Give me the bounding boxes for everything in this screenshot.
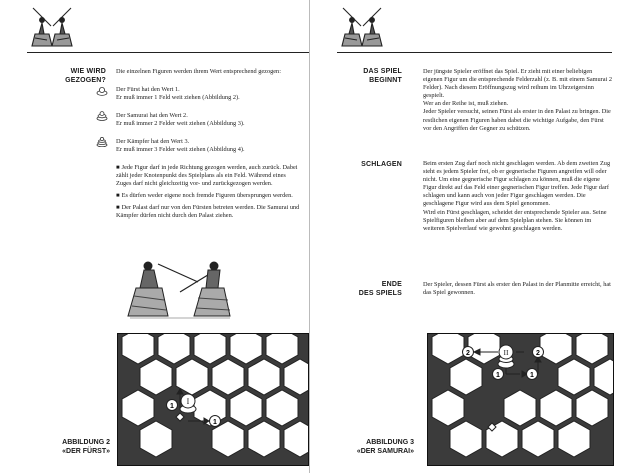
heading-line: DES SPIELS — [358, 290, 402, 297]
samurai-piece — [498, 345, 514, 368]
move-marker — [527, 369, 538, 380]
capturing-text — [423, 160, 613, 233]
prince-piece-icon — [96, 86, 108, 96]
heading-line: DAS SPIEL — [363, 68, 402, 75]
heading-line: GEZOGEN? — [65, 77, 106, 84]
heading-line: WIE WIRD — [70, 68, 106, 75]
game-end-text — [423, 281, 613, 297]
piece-line: Der Kämpfer hat den Wert 3. — [116, 138, 190, 145]
paragraph: Der jüngste Spieler eröffnet das Spiel. Er zieht mit einer beliebigen eigenen Figur um die entsprechende Felderzahl (z. B. mit einem Samurai 2 Felder). Nach diesem Eröffnungszug wird reihum im Uhrzeigersinn gespielt. — [423, 68, 613, 100]
prince-piece — [180, 394, 196, 413]
section-heading-capturing — [310, 160, 402, 169]
marker-label: 1 — [170, 403, 174, 410]
piece-line: Der Samurai hat den Wert 2. — [116, 112, 188, 119]
fighter-piece-icon — [96, 137, 108, 147]
piece-line: Er muß immer 2 Felder weit ziehen (Abbildung 3). — [116, 120, 245, 128]
hex-board — [428, 334, 613, 465]
right-page — [310, 0, 619, 473]
marker-label: 1 — [496, 372, 500, 379]
intro-paragraph: Die einzelnen Figuren werden ihrem Wert entsprechend gezogen: — [116, 68, 281, 75]
hex-board — [118, 334, 308, 465]
game-start-text — [423, 68, 613, 133]
caption-line: ABBILDUNG 3 — [366, 439, 414, 446]
move-marker — [167, 400, 178, 411]
marker-label: 1 — [213, 419, 217, 426]
board-figure-3 — [427, 333, 614, 466]
left-page — [0, 0, 309, 473]
heading-line: ENDE — [381, 281, 402, 288]
paragraph: Beim ersten Zug darf noch nicht geschlagen werden. Ab dem zweiten Zug steht es jedem Spieler frei, ob er gegnerische Figuren angreifen will oder nicht. Um eine gegnerische Figur schlagen zu können, muß die eigene Figur direkt auf das Feld einer gegnerischen Figur treffen. Jede Figur darf schlagen und kann auch von jeder Figur geschlagen werden. Die geschlagene Figur wird aus dem Spiel genommen. — [423, 160, 611, 208]
rules-list — [116, 164, 302, 225]
marker-label: 2 — [466, 350, 470, 357]
heading-line: SCHLAGEN — [361, 161, 402, 168]
fighting-samurai-icon — [27, 4, 77, 50]
marker-label: 2 — [536, 350, 540, 357]
piece-fighter-text — [116, 138, 304, 154]
caption-line: ABBILDUNG 2 — [62, 439, 110, 446]
rule-direction: ■ Jede Figur darf in jede Richtung gezogen werden, auch zurück. Dabei zählt jeder Knotenpunkt des Spielplans als ein Feld. Während eines Zuges darf nicht gleichzeitig vor- und zurückgezogen werden. — [116, 164, 302, 188]
rule-no-jump: ■ Es dürfen weder eigene noch fremde Figuren übersprungen werden. — [116, 192, 302, 200]
piece-prince-text — [116, 86, 304, 102]
paragraph: Wird ein Fürst geschlagen, scheidet der entsprechende Spieler aus. Seine Spielfiguren bleiben aber auf dem Spielplan stehen. Sie können im weiteren Spielverlauf wie gewohnt geschlagen werden. — [423, 208, 607, 232]
samurai-piece-icon — [96, 111, 108, 121]
header-rule — [337, 52, 612, 53]
section-heading-game-end — [310, 280, 402, 298]
piece-line: Er muß immer 3 Felder weit ziehen (Abbildung 4). — [116, 146, 245, 154]
rule-palace: ■ Der Palast darf nur von den Fürsten betreten werden. Die Samurai und Kämpfer dürfen nicht durch den Palast ziehen. — [116, 204, 302, 220]
piece-value-label: II — [503, 348, 509, 357]
header-rule — [27, 52, 309, 53]
paragraph: Jeder Spieler versucht, seinen Fürst als erster in den Palast zu bringen. Die restlichen eigenen Figuren haben dabei die wichtige Aufgabe, den Fürst vor den Angriffen der Gegner zu schützen. — [423, 108, 611, 132]
piece-line: Der Fürst hat den Wert 1. — [116, 86, 180, 93]
section-heading-how-to-move — [10, 67, 106, 85]
paragraph: Der Spieler, dessen Fürst als erster den Palast in der Planmitte erreicht, hat das Spiel gewonnen. — [423, 281, 611, 297]
marker-label: 1 — [530, 372, 534, 379]
piece-value-label: I — [186, 397, 190, 406]
fighting-samurai-icon — [337, 4, 387, 50]
heading-line: BEGINNT — [369, 77, 402, 84]
move-marker — [463, 347, 474, 358]
piece-line: Er muß immer 1 Feld weit ziehen (Abbildung 2). — [116, 94, 240, 102]
move-marker — [533, 347, 544, 358]
section-heading-game-start — [310, 67, 402, 85]
paragraph: Wer an der Reihe ist, muß ziehen. — [423, 100, 509, 108]
samurai-duel-illustration — [120, 252, 238, 320]
caption-line: «DER SAMURAI» — [356, 448, 414, 455]
board-figure-2 — [117, 333, 309, 466]
move-marker — [493, 369, 504, 380]
move-marker — [210, 416, 221, 427]
figure-2-caption — [10, 438, 110, 456]
palace-marker — [176, 413, 184, 421]
left-text-block — [116, 68, 304, 80]
piece-samurai-text — [116, 112, 304, 128]
figure-3-caption — [310, 438, 414, 456]
caption-line: «DER FÜRST» — [62, 448, 110, 455]
